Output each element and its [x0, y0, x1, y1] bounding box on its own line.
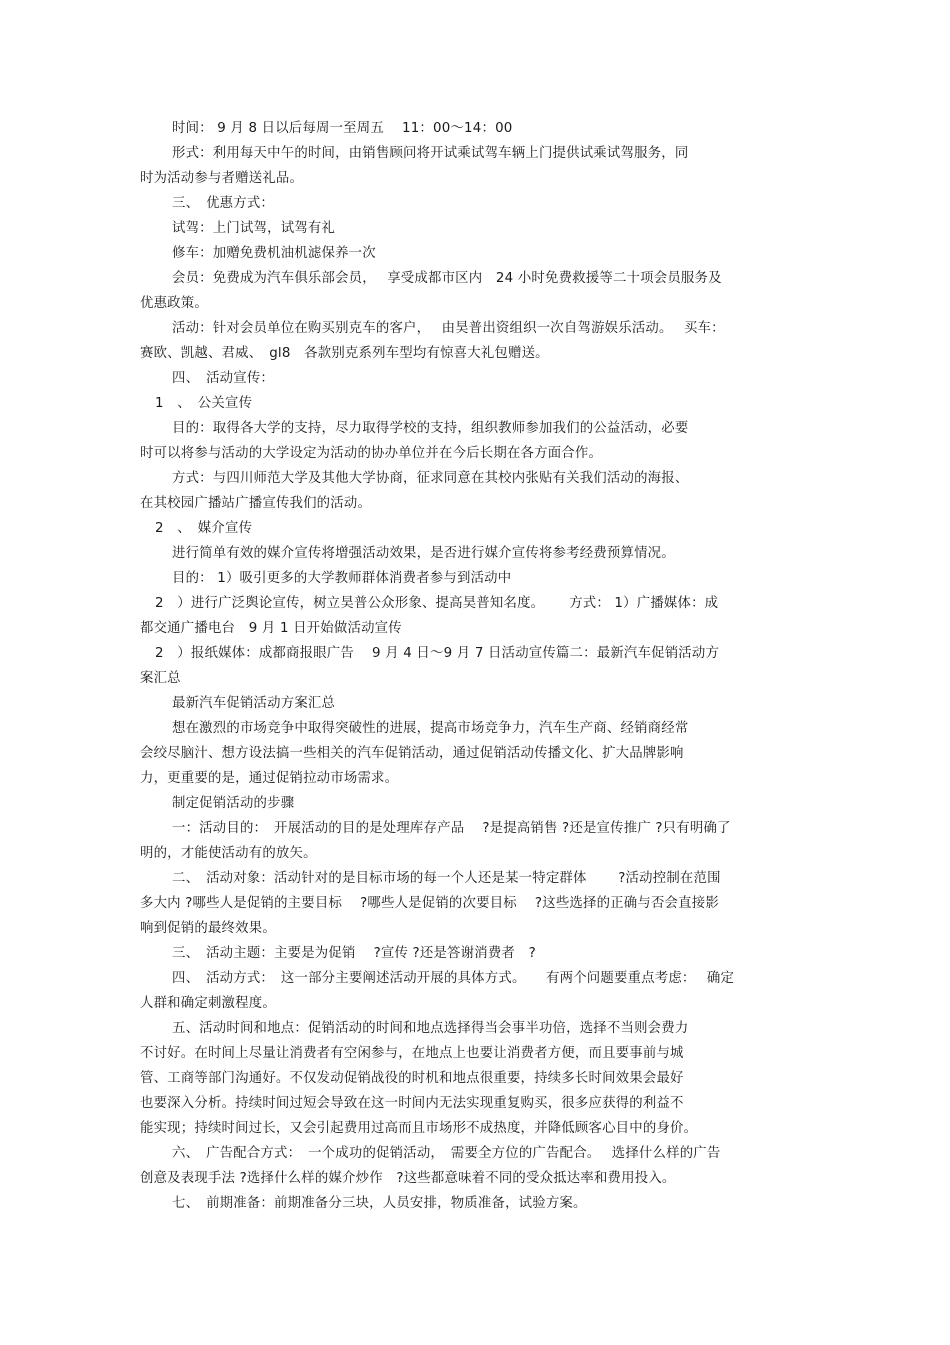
paragraph-line: 多大内 ?哪些人是促销的主要目标 ?哪些人是促销的次要目标 ?这些选择的正确与否会直接影: [140, 896, 719, 911]
paragraph-line: 也要深入分析。持续时间过短会导致在这一时间内无法实现重复购买，很多应获得的利益不: [140, 1096, 684, 1111]
paragraph-line: 赛欧、凯越、君威、 gl8 各款别克系列车型均有惊喜大礼包赠送。: [140, 346, 549, 361]
paragraph-line: 六、 广告配合方式： 一个成功的促销活动， 需要全方位的广告配合。 选择什么样的广告: [172, 1146, 721, 1161]
paragraph-line: 七、 前期准备：前期准备分三块，人员安排，物质准备，试验方案。: [172, 1196, 587, 1211]
paragraph-line: 能实现；持续时间过长，又会引起费用过高而且市场形不成热度，并降低顾客心目中的身价。: [140, 1121, 698, 1136]
paragraph-line: 2 ）报纸媒体：成都商报眼广告 9 月 4 日～9 月 7 日活动宣传篇二：最新汽车促销活动方: [155, 646, 720, 661]
article-title: 最新汽车促销活动方案汇总: [172, 696, 336, 711]
paragraph-line: 想在激烈的市场竞争中取得突破性的进展，提高市场竞争力，汽车生产商、经销商经常: [172, 721, 689, 736]
paragraph-line: 四、 活动方式： 这一部分主要阐述活动开展的具体方式。 有两个问题要重点考虑： 确定: [172, 971, 735, 986]
paragraph-line: 在其校园广播站广播宣传我们的活动。: [140, 496, 372, 511]
paragraph-line: 人群和确定刺激程度。: [140, 996, 276, 1011]
paragraph-line: 时为活动参与者赠送礼品。: [140, 171, 304, 186]
section-heading: 四、 活动宣传：: [172, 371, 275, 386]
paragraph-line: 创意及表现手法 ?选择什么样的媒介炒作 ?这些都意味着不同的受众抵达率和费用投入。: [140, 1171, 676, 1186]
paragraph-line: 活动：针对会员单位在购买别克车的客户， 由昊普出资组织一次自驾游娱乐活动。 买车：: [172, 321, 725, 336]
paragraph-line: 五、活动时间和地点：促销活动的时间和地点选择得当会事半功倍，选择不当则会费力: [172, 1021, 689, 1036]
paragraph-line: 2 ）进行广泛舆论宣传，树立昊普公众形象、提高昊普知名度。 方式： 1）广播媒体：成: [155, 596, 719, 611]
subsection-heading: 2 、 媒介宣传: [155, 521, 253, 536]
subsection-heading: 1 、 公关宣传: [155, 396, 253, 411]
paragraph-line: 目的：取得各大学的支持，尽力取得学校的支持，组织教师参加我们的公益活动，必要: [172, 421, 689, 436]
paragraph-line: 明的，才能使活动有的放矢。: [140, 846, 317, 861]
paragraph-line: 方式：与四川师范大学及其他大学协商，征求同意在其校内张贴有关我们活动的海报、: [172, 471, 689, 486]
paragraph-line: 一：活动目的： 开展活动的目的是处理库存产品 ?是提高销售 ?还是宣传推广 ?只有明确了: [172, 821, 731, 836]
paragraph-line: 管、工商等部门沟通好。不仅发动促销战役的时机和地点很重要，持续多长时间效果会最好: [140, 1071, 684, 1086]
paragraph-line: 目的： 1）吸引更多的大学教师群体消费者参与到活动中: [172, 571, 512, 586]
paragraph-line: 都交通广播电台 9 月 1 日开始做活动宣传: [140, 621, 402, 636]
paragraph-line: 时可以将参与活动的大学设定为活动的协办单位并在今后长期在各方面合作。: [140, 446, 603, 461]
paragraph-line: 响到促销的最终效果。: [140, 921, 276, 936]
paragraph-line: 时间： 9 月 8 日以后每周一至周五 11：00～14：00: [172, 121, 513, 136]
paragraph-line: 三、 活动主题：主要是为促销 ?宣传 ?还是答谢消费者 ?: [172, 946, 536, 961]
paragraph-line: 优惠政策。: [140, 296, 208, 311]
paragraph-line: 进行简单有效的媒介宣传将增强活动效果，是否进行媒介宣传将参考经费预算情况。: [172, 546, 675, 561]
paragraph-line: 案汇总: [140, 671, 181, 686]
paragraph-line: 会员：免费成为汽车俱乐部会员， 享受成都市区内 24 小时免费救援等二十项会员服务及: [172, 271, 722, 286]
paragraph-line: 二、 活动对象：活动针对的是目标市场的每一个人还是某一特定群体 ?活动控制在范围: [172, 871, 721, 886]
paragraph-line: 试驾：上门试驾，试驾有礼: [172, 221, 336, 236]
section-heading: 制定促销活动的步骤: [172, 796, 295, 811]
paragraph-line: 修车：加赠免费机油机滤保养一次: [172, 246, 376, 261]
paragraph-line: 不讨好。在时间上尽量让消费者有空闲参与，在地点上也要让消费者方便，而且要事前与城: [140, 1046, 684, 1061]
paragraph-line: 会绞尽脑汁、想方设法搞一些相关的汽车促销活动，通过促销活动传播文化、扩大品牌影响: [140, 746, 684, 761]
paragraph-line: 形式：利用每天中午的时间，由销售顾问将开试乘试驾车辆上门提供试乘试驾服务，同: [172, 146, 689, 161]
paragraph-line: 力，更重要的是，通过促销拉动市场需求。: [140, 771, 399, 786]
section-heading: 三、 优惠方式：: [172, 196, 275, 211]
